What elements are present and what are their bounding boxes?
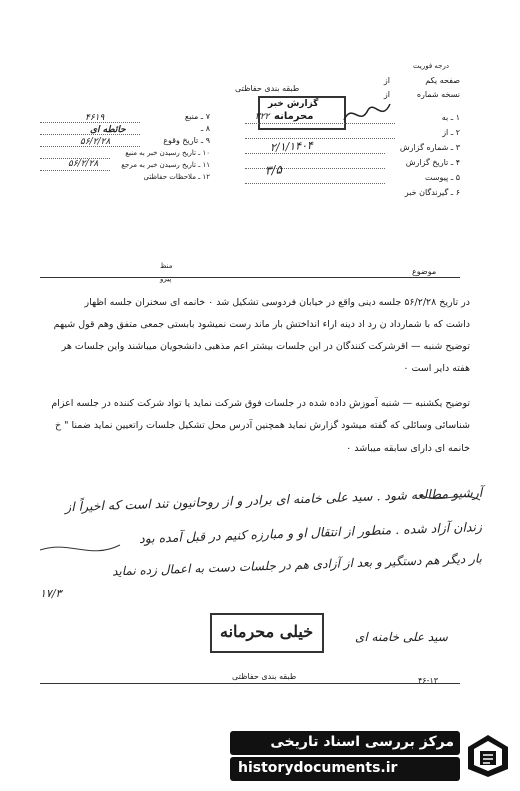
- field-8-value: حائطه ای: [90, 125, 126, 135]
- watermark: [230, 727, 512, 787]
- field-11-label: ۱۱ ـ تاریخ رسیدن خبر به مرجع: [121, 161, 210, 169]
- handwriting-signature: سید علی خامنه ای: [355, 630, 448, 644]
- handwriting-line-3: بار دیگر هم دستگیر و بعد از آزادی هم در جلسات دست به اعمال زده نماید: [111, 551, 483, 579]
- watermark-url: historydocuments.ir: [238, 760, 398, 776]
- watermark-title: مرکز بررسی اسناد تاریخی: [270, 734, 454, 750]
- subject-divider: [40, 277, 460, 278]
- bottom-divider: [40, 683, 460, 684]
- field-11-value: ۵۶/۲/۲۸: [68, 159, 99, 169]
- watermark-url-bg: [230, 757, 460, 781]
- from2-label: ۲ ـ از: [442, 128, 460, 137]
- to-label: ۱ ـ به: [441, 113, 460, 122]
- field-9-label: ۹ ـ تاریخ وقوع: [163, 136, 210, 145]
- confidential-stamp-text: خیلی محرمانه: [220, 622, 314, 641]
- field-11-line: [40, 170, 110, 171]
- report-no-label: ۳ ـ شماره گزارش: [399, 143, 460, 152]
- left-fields: [40, 112, 210, 212]
- report-no-line: [245, 153, 385, 154]
- handwriting-line-2: زندان آزاد شده . منطور از انتقال او و مبارزه کنیم در قبل آمده بود: [138, 519, 483, 546]
- subject-sub-2: پیرو: [160, 275, 172, 283]
- confidential-stamp: [210, 613, 324, 653]
- watermark-logo-icon: [466, 733, 510, 779]
- subject-label: موضوع: [412, 267, 437, 276]
- classification-bottom: طبقه بندی حفاظتی: [232, 672, 297, 681]
- stamp-line-1: گزارش خبر: [268, 99, 319, 109]
- field-8-label: ۸ ـ: [200, 124, 210, 133]
- urgency-label: درجه فوریت: [413, 62, 449, 70]
- report-no-value: ۲/۱/۱۴۰۴: [269, 138, 314, 155]
- body-line-3: توضیح شنبه — اقرشرکت کنندگان در این جلسات بیشتر اعم مذهبی دانشجویان میباشند واین جلسات هر: [61, 341, 470, 352]
- to-value: ۳۲۲: [255, 112, 270, 122]
- body-line-4: هفته دایر است ۰: [403, 363, 470, 374]
- field-7-value: ۴۶۱۹: [85, 113, 105, 123]
- handwriting-date: ۱۷/۳: [40, 587, 62, 600]
- from-label-2: از: [383, 90, 390, 99]
- report-date-value: ۳/۵: [264, 162, 283, 178]
- to-line: [245, 123, 395, 124]
- field-9-value: ۵۶/۲/۲۸: [80, 137, 111, 147]
- cc-label: ۶ ـ گیرندگان خبر: [404, 188, 460, 197]
- field-10-label: ۱۰ ـ تاریخ رسیدن خبر به منبع: [125, 149, 210, 157]
- body-line-1: در تاریخ ۵۶/۲/۲۸ جلسه دینی واقع در خیابان فردوسی تشکیل شد ۰ خانمه ای سخنران جلسه اظهار: [84, 297, 470, 308]
- body-line-7: خانمه ای دارای سابقه میباشد ۰: [346, 443, 470, 454]
- attachment-line: [245, 183, 385, 184]
- copy-label: نسخه شماره: [416, 90, 460, 99]
- handwriting-strokes: [30, 490, 490, 590]
- from2-line: [245, 138, 395, 139]
- stamp-line-2: محرمانه: [274, 111, 314, 122]
- from-label-1: از: [383, 76, 390, 85]
- subject-sub-1: منظ: [160, 262, 173, 270]
- body-line-5: توضیح یکشنبه — شنبه آموزش داده شده در جلسات فوق شرکت نماید یا تواد شرکت کننده در جلسه اعزام: [51, 398, 470, 409]
- field-7-label: ۷ ـ منبع: [184, 112, 210, 121]
- handwriting-line-1: آرشیو مطالعه شود . سید علی خامنه ای برادر و از روحانیون تند است که اخیراً از: [64, 484, 483, 515]
- page-label: صفحه یکم: [425, 76, 460, 85]
- watermark-title-bg: [230, 731, 460, 755]
- body-line-6: شناسائی وسائلی که گفته میشود گزارش نماید همچنین آدرس محل تشکیل جلسات راتعیین نماید ضمنا " خ: [54, 420, 470, 431]
- field-12-label: ۱۲ ـ ملاحظات حفاظتی: [143, 173, 210, 181]
- body-line-2: داشت که با شمارداد ن رد اد دینه اراء انداختش بار ماند رست نمیشود بابستی جمعی متفق وهم قول شیهم: [53, 319, 470, 330]
- classification-top: طبقه بندی حفاظتی: [235, 84, 300, 93]
- page-number: ۴۶-۱۳: [418, 676, 439, 685]
- report-date-label: ۴ ـ تاریخ گزارش: [405, 158, 460, 167]
- right-fields: [245, 76, 460, 226]
- attachment-label: ۵ ـ پیوست: [424, 173, 460, 182]
